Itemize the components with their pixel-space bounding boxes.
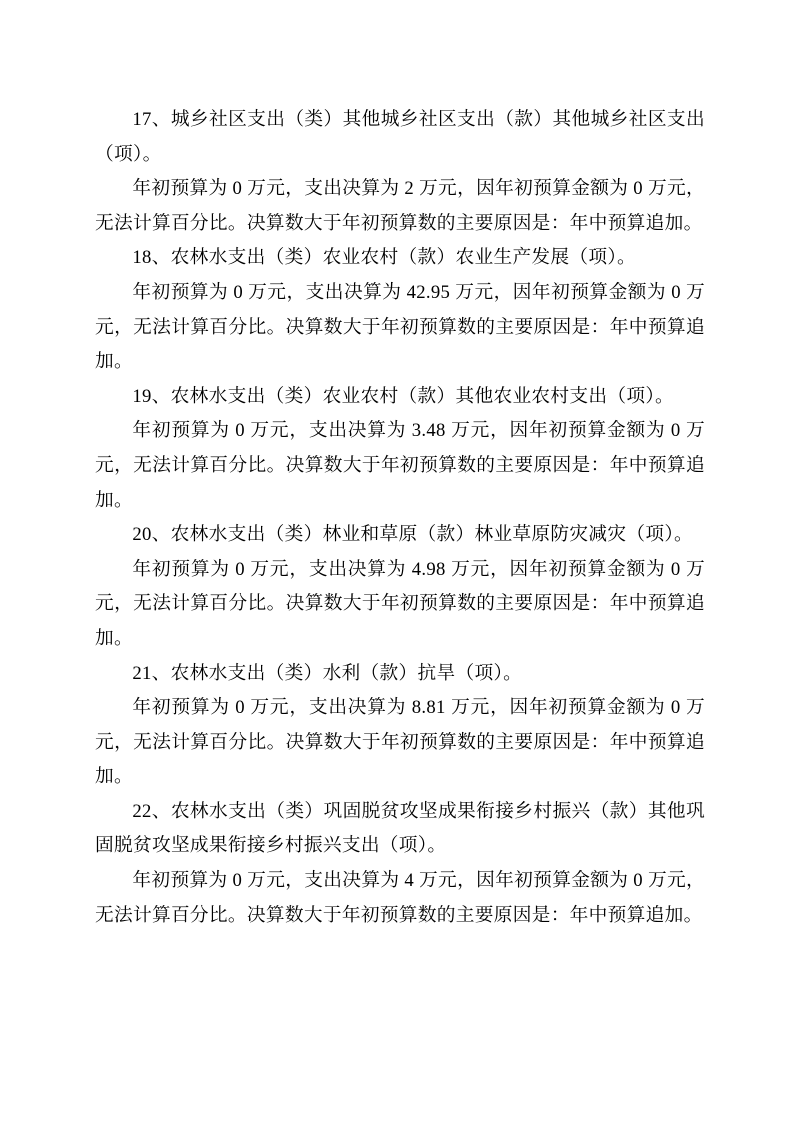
item-18-title: 18、农林水支出（类）农业农村（款）农业生产发展（项）。 <box>132 247 637 269</box>
item-21-detail: 年初预算为 0 万元，支出决算为 8.81 万元，因年初预算金额为 0 万元，无法计算百分比。决算数大于年初预算数的主要原因是：年中预算追加。 <box>95 697 705 788</box>
item-22-detail: 年初预算为 0 万元，支出决算为 4 万元，因年初预算金额为 0 万元，无法计算百分比。决算数大于年初预算数的主要原因是：年中预算追加。 <box>95 870 705 926</box>
item-20-detail: 年初预算为 0 万元，支出决算为 4.98 万元，因年初预算金额为 0 万元，无法计算百分比。决算数大于年初预算数的主要原因是：年中预算追加。 <box>95 558 705 649</box>
item-18-detail: 年初预算为 0 万元，支出决算为 42.95 万元，因年初预算金额为 0 万元，无法计算百分比。决算数大于年初预算数的主要原因是：年中预算追加。 <box>95 281 705 373</box>
item-17-title: 17、城乡社区支出（类）其他城乡社区支出（款）其他城乡社区支出（项）。 <box>95 109 705 165</box>
item-22-title: 22、农林水支出（类）巩固脱贫攻坚成果衔接乡村振兴（款）其他巩固脱贫攻坚成果衔接乡村振兴支出（项）。 <box>95 800 705 857</box>
document-body <box>95 103 705 933</box>
item-20-title: 20、农林水支出（类）林业和草原（款）林业草原防灾减灾（项）。 <box>132 524 693 546</box>
item-17-detail: 年初预算为 0 万元，支出决算为 2 万元，因年初预算金额为 0 万元，无法计算百分比。决算数大于年初预算数的主要原因是：年中预算追加。 <box>95 178 705 234</box>
item-19-title: 19、农林水支出（类）农业农村（款）其他农业农村支出（项）。 <box>132 385 674 407</box>
item-19-detail: 年初预算为 0 万元，支出决算为 3.48 万元，因年初预算金额为 0 万元，无法计算百分比。决算数大于年初预算数的主要原因是：年中预算追加。 <box>95 420 705 511</box>
item-21-title: 21、农林水支出（类）水利（款）抗旱（项）。 <box>132 662 523 684</box>
